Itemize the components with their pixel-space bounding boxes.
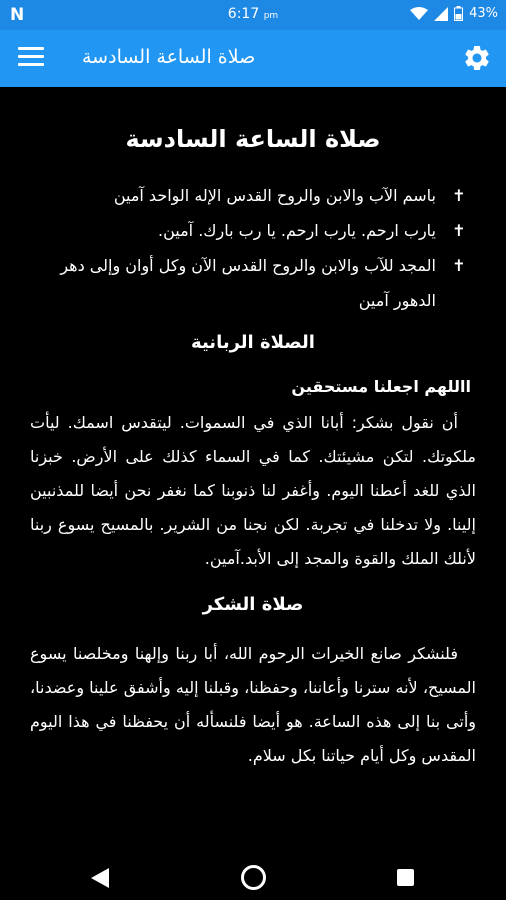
prayer-content[interactable]	[0, 87, 506, 855]
clock-time: 6:17	[227, 6, 260, 22]
notification-icon: N	[10, 5, 25, 25]
lords-prayer-intro: االلهم اجعلنا مستحقين	[291, 377, 471, 396]
back-triangle-icon[interactable]	[91, 868, 109, 888]
app-title: صلاة الساعة السادسة	[82, 46, 256, 68]
status-bar	[0, 0, 506, 30]
cross-icon: ✝	[452, 186, 466, 205]
thanksgiving-text: فلنشكر صانع الخيرات الرحوم الله، أبا ربنا وإلهنا ومخلصنا يسوع المسيح، لأنه سترنا وأعاننا، وحفظنا، وقبلنا إليه وأشفق علينا وعضدنا، وأتى بنا إلى هذه الساعة. هو أيضا فلنسأله أن يحفظنا في هذا اليوم المقدس وكل أيام حياتنا بكل سلام.	[30, 644, 476, 765]
app-bar	[0, 30, 506, 87]
wifi-icon	[410, 7, 428, 21]
opening-line	[30, 248, 476, 318]
opening-line-text: باسم الآب والابن والروح القدس الإله الواحد آمين	[113, 186, 436, 205]
battery-level: 43%	[469, 6, 498, 21]
cross-icon: ✝	[452, 256, 466, 275]
recents-square-icon[interactable]	[397, 869, 414, 886]
cross-icon: ✝	[452, 221, 466, 240]
opening-line-text: يارب ارحم. يارب ارحم. يا رب بارك. آمين.	[158, 221, 436, 240]
opening-line	[30, 178, 476, 213]
signal-icon	[434, 7, 448, 21]
prayer-title: صلاة الساعة السادسة	[125, 125, 381, 153]
gear-icon[interactable]	[462, 43, 492, 73]
opening-line-text: المجد للآب والابن والروح القدس الآن وكل أوان وإلى دهر الدهور آمين	[60, 256, 436, 310]
clock-suffix: pm	[263, 11, 279, 21]
lords-prayer-text: أن نقول بشكر: أبانا الذي في السموات. ليتقدس اسمك. ليأت ملكوتك. لتكن مشيئتك. كما في السماء كذلك على الأرض. خبزنا الذي للغد أعطنا اليوم. وأغفر لنا ذنوبنا كما نغفر نحن أيضا للمذنبين إلينا. ولا تدخلنا في تجربة. لكن نجنا من الشرير. بالمسيح يسوع ربنا لأنلك الملك والقوة والمجد إلى الأبد.آمين.	[30, 413, 476, 568]
home-circle-icon[interactable]	[241, 865, 266, 890]
battery-icon	[454, 6, 463, 21]
thanksgiving-title: صلاة الشكر	[202, 594, 304, 615]
navigation-bar	[0, 855, 506, 900]
opening-line	[30, 213, 476, 248]
system-icons	[410, 6, 498, 21]
lords-prayer-title: الصلاة الربانية	[191, 332, 315, 353]
hamburger-menu-icon[interactable]	[18, 47, 44, 69]
